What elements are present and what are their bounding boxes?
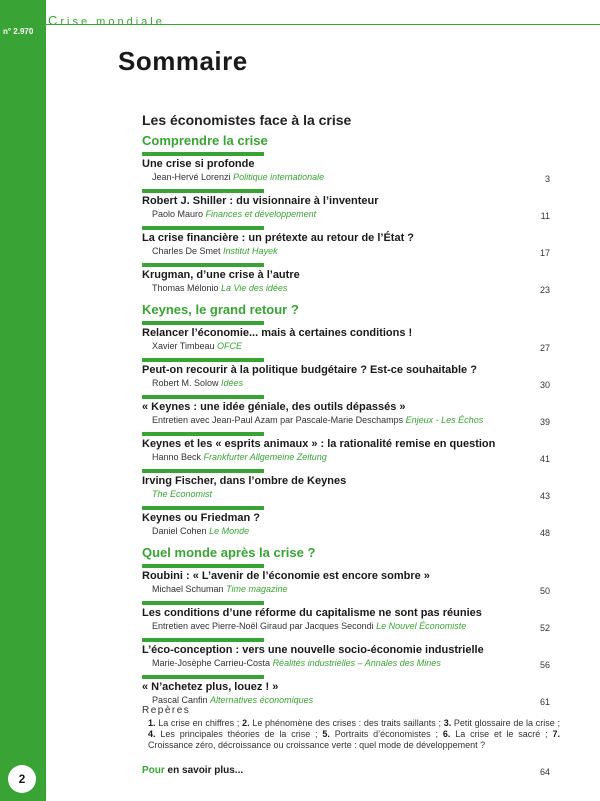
entry-source: La Vie des idées bbox=[221, 283, 288, 293]
entry-author: Marie-Josèphe Carrieu-Costa bbox=[152, 658, 271, 668]
left-green-strip bbox=[0, 0, 46, 801]
entry-author: Charles De Smet bbox=[152, 246, 221, 256]
entry-bar bbox=[142, 358, 264, 362]
page-number: 2 bbox=[8, 765, 36, 793]
entry-bar bbox=[142, 564, 264, 568]
entry-bar bbox=[142, 321, 264, 325]
toc-entry[interactable] bbox=[142, 431, 550, 468]
entry-source: Time magazine bbox=[226, 584, 288, 594]
reperes-item-text: Petit glossaire de la crise ; bbox=[453, 718, 560, 728]
entry-byline bbox=[142, 414, 550, 426]
series-rest: rise mondiale bbox=[60, 16, 165, 28]
entry-title: Une crise si profonde bbox=[142, 158, 255, 170]
entry-title: La crise financière : un prétexte au retour de l’État ? bbox=[142, 232, 415, 244]
reperes-item-number: 4. bbox=[148, 729, 156, 739]
more-reading[interactable] bbox=[142, 765, 550, 776]
entry-page: 52 bbox=[539, 623, 550, 633]
entry-bar bbox=[142, 601, 264, 605]
entry-author: Xavier Timbeau bbox=[152, 341, 215, 351]
entry-page: 41 bbox=[539, 454, 550, 464]
entry-title: « N’achetez plus, louez ! » bbox=[142, 681, 279, 693]
entry-bar bbox=[142, 506, 264, 510]
entry-author: Pierre-Noël Giraud par Jacques Secondi bbox=[212, 621, 374, 631]
entry-byline bbox=[142, 451, 550, 463]
entry-page: 30 bbox=[539, 380, 550, 390]
toc-entry[interactable] bbox=[142, 468, 550, 505]
entry-author: Pascal Canfin bbox=[152, 695, 208, 705]
entry-author: Jean-Hervé Lorenzi bbox=[152, 172, 231, 182]
entry-source: Le Nouvel Économiste bbox=[376, 621, 467, 631]
entry-page: 17 bbox=[539, 248, 550, 258]
entry-title: L’éco-conception : vers une nouvelle socio-économie industrielle bbox=[142, 644, 484, 656]
series-initial: C bbox=[48, 13, 61, 28]
reperes-item-text: La crise et le sacré ; bbox=[455, 729, 548, 739]
entry-page: 43 bbox=[539, 491, 550, 501]
entry-source: Institut Hayek bbox=[223, 246, 278, 256]
sections-container bbox=[142, 131, 550, 711]
entry-title: Peut-on recourir à la politique budgétaire ? Est-ce souhaitable ? bbox=[142, 364, 477, 376]
entry-source: Alternatives économiques bbox=[210, 695, 314, 705]
entry-prefix: Entretien avec bbox=[152, 621, 213, 631]
entry-prefix: Entretien avec bbox=[152, 415, 213, 425]
reperes-item-number: 1. bbox=[148, 718, 156, 728]
entry-page: 48 bbox=[539, 528, 550, 538]
toc-entry[interactable] bbox=[142, 505, 550, 542]
series-title bbox=[48, 13, 165, 28]
entry-title: Roubini : « L’avenir de l’économie est encore sombre » bbox=[142, 570, 430, 582]
reperes-item-number: 6. bbox=[442, 729, 451, 739]
entry-page: 23 bbox=[539, 285, 550, 295]
toc-entry[interactable] bbox=[142, 600, 550, 637]
issue-number: n° 2.970 bbox=[3, 27, 34, 36]
reperes-item-text: La crise en chiffres ; bbox=[158, 718, 240, 728]
entry-bar bbox=[142, 189, 264, 193]
entry-page: 11 bbox=[540, 211, 550, 221]
entry-source: The Economist bbox=[152, 489, 213, 499]
entry-title: Krugman, d’une crise à l’autre bbox=[142, 269, 300, 281]
entry-bar bbox=[142, 152, 264, 156]
reperes-item-text: Les principales théories de la crise ; bbox=[160, 729, 318, 739]
entry-source: Réalités industrielles – Annales des Mines bbox=[272, 658, 441, 668]
entry-byline bbox=[142, 488, 550, 500]
entry-byline bbox=[142, 208, 550, 220]
entry-bar bbox=[142, 675, 264, 679]
more-label-green: Pour bbox=[142, 765, 165, 776]
toc-entry[interactable] bbox=[142, 563, 550, 600]
reperes-item-number: 2. bbox=[242, 718, 250, 728]
reperes-item-text: Le phénomène des crises : des traits saillants ; bbox=[252, 718, 441, 728]
entry-title: Relancer l’économie... mais à certaines conditions ! bbox=[142, 327, 413, 339]
entry-page: 61 bbox=[539, 697, 550, 707]
entry-page: 39 bbox=[539, 417, 550, 427]
reperes-item-text: Portraits d’économistes ; bbox=[334, 729, 439, 739]
more-label-rest: en savoir plus... bbox=[164, 765, 244, 776]
entry-byline bbox=[142, 525, 550, 537]
reperes-block bbox=[142, 705, 560, 751]
part-title: Les économistes face à la crise bbox=[142, 112, 352, 128]
entry-bar bbox=[142, 432, 264, 436]
entry-byline bbox=[142, 282, 550, 294]
entry-byline bbox=[142, 377, 550, 389]
reperes-text bbox=[142, 718, 560, 751]
entry-bar bbox=[142, 263, 264, 267]
section-title: Comprendre la crise bbox=[142, 133, 268, 148]
reperes-item-number: 3. bbox=[443, 718, 452, 728]
entry-bar bbox=[142, 226, 264, 230]
entry-title: Keynes ou Friedman ? bbox=[142, 512, 260, 524]
entry-title: Keynes et les « esprits animaux » : la rationalité remise en question bbox=[142, 438, 496, 450]
entry-page: 27 bbox=[539, 343, 550, 353]
entry-author: Paolo Mauro bbox=[152, 209, 204, 219]
entry-title: Irving Fischer, dans l’ombre de Keynes bbox=[142, 475, 347, 487]
reperes-item-number: 7. bbox=[552, 729, 560, 739]
entry-byline bbox=[142, 620, 550, 632]
entry-title: « Keynes : une idée géniale, des outils dépassés » bbox=[142, 401, 406, 413]
table-of-contents bbox=[142, 112, 550, 711]
entry-author: Michael Schuman bbox=[152, 584, 224, 594]
entry-author: Jean-Paul Azam par Pascale-Marie Deschamps bbox=[212, 415, 404, 425]
entry-page: 50 bbox=[539, 586, 550, 596]
toc-entry[interactable] bbox=[142, 225, 550, 262]
reperes-item-number: 5. bbox=[322, 729, 330, 739]
entry-title: Les conditions d’une réforme du capitalisme ne sont pas réunies bbox=[142, 607, 482, 619]
entry-source: OFCE bbox=[217, 341, 243, 351]
entry-page: 56 bbox=[539, 660, 550, 670]
entry-author: Thomas Mélonio bbox=[152, 283, 219, 293]
entry-byline bbox=[142, 340, 550, 352]
toc-entry[interactable] bbox=[142, 394, 550, 431]
toc-entry[interactable] bbox=[142, 637, 550, 674]
more-page: 64 bbox=[539, 767, 550, 777]
entry-source: Enjeux - Les Échos bbox=[405, 415, 484, 425]
entry-bar bbox=[142, 395, 264, 399]
section-title: Keynes, le grand retour ? bbox=[142, 302, 299, 317]
page-title: Sommaire bbox=[118, 46, 248, 76]
entry-source: Politique internationale bbox=[233, 172, 325, 182]
entry-author: Hanno Beck bbox=[152, 452, 202, 462]
entry-source: Le Monde bbox=[209, 526, 250, 536]
toc-entry[interactable] bbox=[142, 262, 550, 299]
entry-author: Robert M. Solow bbox=[152, 378, 219, 388]
entry-page: 3 bbox=[544, 174, 550, 184]
entry-bar bbox=[142, 638, 264, 642]
entry-byline bbox=[142, 245, 550, 257]
entry-bar bbox=[142, 469, 264, 473]
toc-entry[interactable] bbox=[142, 320, 550, 357]
toc-entry[interactable] bbox=[142, 188, 550, 225]
toc-entry[interactable] bbox=[142, 357, 550, 394]
entry-source: Frankfurter Allgemeine Zeitung bbox=[203, 452, 327, 462]
toc-entry[interactable] bbox=[142, 151, 550, 188]
entry-byline bbox=[142, 657, 550, 669]
entry-author: Daniel Cohen bbox=[152, 526, 207, 536]
entry-source: Idées bbox=[221, 378, 244, 388]
entry-source: Finances et développement bbox=[205, 209, 317, 219]
entry-title: Robert J. Shiller : du visionnaire à l’inventeur bbox=[142, 195, 379, 207]
entry-byline bbox=[142, 583, 550, 595]
section-title: Quel monde après la crise ? bbox=[142, 545, 316, 560]
entry-byline bbox=[142, 171, 550, 183]
reperes-item-text: Croissance zéro, décroissance ou croissance verte : quel mode de développement ? bbox=[148, 740, 486, 750]
reperes-title: Repères bbox=[142, 705, 191, 716]
